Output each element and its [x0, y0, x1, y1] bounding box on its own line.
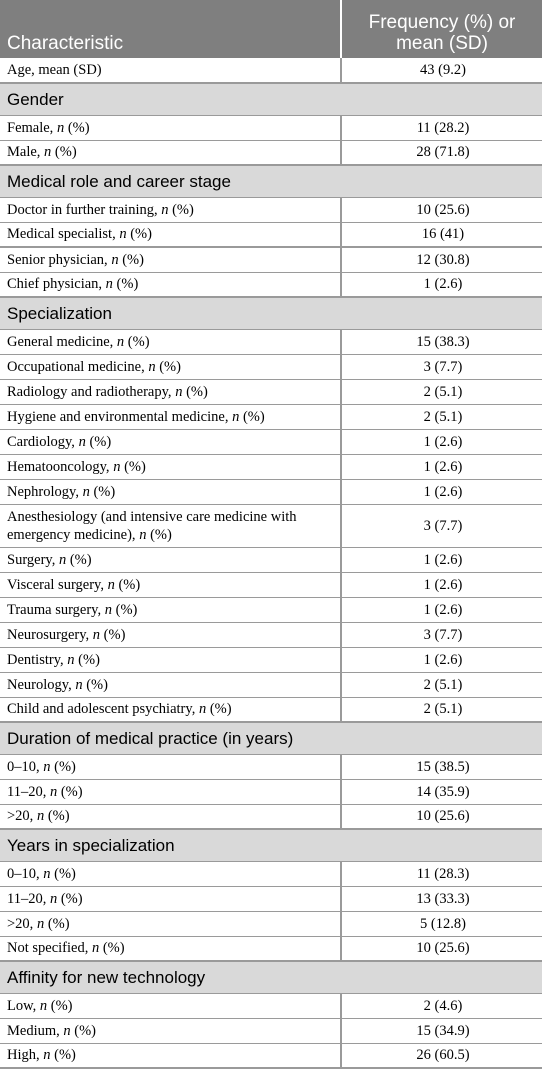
row-label-n: n: [232, 408, 240, 425]
row-label-n: n: [105, 276, 113, 293]
row-label-n: n: [104, 601, 112, 618]
table-row: [0, 572, 542, 597]
row-label-text: Hematooncology,: [7, 458, 114, 475]
row-label-n: n: [49, 783, 58, 800]
row-label-text: 11–20,: [7, 783, 50, 800]
header-frequency-line1: Frequency (%) or: [368, 12, 516, 33]
row-label-n: n: [75, 676, 83, 693]
table-row: [0, 622, 542, 647]
row-label-text: High,: [7, 1047, 44, 1064]
row-label-n: n: [107, 576, 115, 593]
row-label-suffix: (%): [100, 626, 126, 643]
row-value: 1 (2.6): [341, 272, 542, 297]
row-label-text: Male,: [7, 144, 45, 161]
row-label-suffix: (%): [50, 865, 76, 882]
row-value: 11 (28.3): [341, 861, 542, 886]
row-label-suffix: (%): [124, 333, 150, 350]
row-value: 2 (5.1): [341, 697, 542, 722]
row-label-n: n: [148, 358, 156, 375]
row-value: 3 (7.7): [341, 622, 542, 647]
table-row: [0, 597, 542, 622]
row-label-text: Neurology,: [7, 676, 76, 693]
row-label-suffix: (%): [126, 226, 152, 243]
row-label: [0, 936, 341, 961]
row-label: [0, 479, 341, 504]
row-label-n: n: [113, 458, 121, 475]
table-row: [0, 647, 542, 672]
row-label: [0, 115, 341, 140]
row-value: 1 (2.6): [341, 454, 542, 479]
header-frequency: [341, 0, 542, 58]
row-label: [0, 779, 341, 804]
table-row: [0, 886, 542, 911]
table-row: [0, 754, 542, 779]
row-label-suffix: (%): [57, 783, 83, 800]
table-row: [0, 404, 542, 429]
row-value: 2 (5.1): [341, 672, 542, 697]
row-label-text: Dentistry,: [7, 651, 68, 668]
table-row: [0, 672, 542, 697]
section-title: Duration of medical practice (in years): [0, 722, 542, 754]
row-label-n: n: [49, 890, 58, 907]
table-row-age: [0, 58, 542, 83]
row-label-n: n: [91, 940, 100, 957]
row-value: 16 (41): [341, 222, 542, 247]
row-label-n: n: [58, 551, 67, 568]
row-value: 3 (7.7): [341, 354, 542, 379]
row-label-n: n: [116, 333, 125, 350]
row-label-suffix: (%): [112, 276, 139, 293]
table-row: [0, 697, 542, 722]
row-label-suffix: (%): [74, 651, 100, 668]
row-value: 43 (9.2): [341, 58, 542, 83]
row-label-n: n: [44, 144, 52, 161]
row-label-text: Female,: [7, 119, 57, 136]
row-value: 15 (38.3): [341, 329, 542, 354]
row-value: 28 (71.8): [341, 140, 542, 165]
row-label-text: Visceral surgery,: [7, 576, 108, 593]
row-label: [0, 993, 341, 1018]
row-label: [0, 672, 341, 697]
row-value: 10 (25.6): [341, 197, 542, 222]
row-label: Age, mean (SD): [0, 58, 341, 83]
table-row: [0, 115, 542, 140]
row-value: 13 (33.3): [341, 886, 542, 911]
row-label-n: n: [67, 651, 75, 668]
table-row: [0, 911, 542, 936]
row-label-n: n: [161, 201, 169, 218]
table-row: [0, 1043, 542, 1068]
section-title: Years in specialization: [0, 829, 542, 861]
row-label-text: Medical specialist,: [7, 226, 120, 243]
table-row: [0, 861, 542, 886]
table-row: [0, 222, 542, 247]
row-label-suffix: (%): [168, 201, 194, 218]
row-label: [0, 754, 341, 779]
row-label-n: n: [82, 483, 90, 500]
row-label: [0, 140, 341, 165]
table-row: [0, 804, 542, 829]
row-label: [0, 572, 341, 597]
row-value: 15 (34.9): [341, 1018, 542, 1043]
row-label-suffix: (%): [239, 408, 265, 425]
row-label-suffix: (%): [47, 997, 73, 1014]
row-value: 2 (4.6): [341, 993, 542, 1018]
row-label-n: n: [198, 701, 207, 718]
row-label-n: n: [78, 433, 86, 450]
row-label-text: Hygiene and environmental medicine,: [7, 408, 233, 425]
table-row: [0, 547, 542, 572]
row-value: 5 (12.8): [341, 911, 542, 936]
row-value: 1 (2.6): [341, 572, 542, 597]
row-label: [0, 354, 341, 379]
row-label-suffix: (%): [155, 358, 181, 375]
row-value: 14 (35.9): [341, 779, 542, 804]
row-value: 12 (30.8): [341, 247, 542, 272]
row-label-text: Senior physician,: [7, 251, 112, 268]
row-label-n: n: [175, 383, 183, 400]
row-label: [0, 404, 341, 429]
row-value: 1 (2.6): [341, 547, 542, 572]
row-label-suffix: (%): [82, 676, 108, 693]
row-label: [0, 379, 341, 404]
table-row: [0, 140, 542, 165]
row-label-suffix: (%): [114, 576, 141, 593]
row-label-text: >20,: [7, 915, 37, 932]
header-characteristic: Characteristic: [0, 0, 341, 58]
row-label: [0, 647, 341, 672]
row-label-suffix: (%): [120, 458, 146, 475]
table-row: [0, 779, 542, 804]
row-label: [0, 504, 341, 547]
row-label-text: General medicine,: [7, 333, 117, 350]
section-title: Medical role and career stage: [0, 165, 542, 197]
row-label-n: n: [43, 758, 51, 775]
row-label-n: n: [111, 251, 119, 268]
row-value: 1 (2.6): [341, 479, 542, 504]
row-label: [0, 454, 341, 479]
row-value: 11 (28.2): [341, 115, 542, 140]
row-label: [0, 429, 341, 454]
row-label-suffix: (%): [70, 1022, 97, 1039]
row-label-suffix: (%): [118, 251, 144, 268]
table-row: [0, 329, 542, 354]
row-label-suffix: (%): [146, 526, 172, 543]
row-label-text: Medium,: [7, 1022, 64, 1039]
row-label-text: Radiology and radiotherapy,: [7, 383, 176, 400]
row-label-suffix: (%): [50, 758, 76, 775]
row-label: [0, 329, 341, 354]
section-header: [0, 165, 542, 197]
table-row: [0, 454, 542, 479]
table-row: [0, 272, 542, 297]
row-label-suffix: (%): [99, 940, 125, 957]
section-title: Affinity for new technology: [0, 961, 542, 993]
row-label-suffix: (%): [50, 1047, 76, 1064]
row-label-n: n: [139, 526, 147, 543]
row-label: [0, 1043, 341, 1068]
table-row: [0, 936, 542, 961]
table-row: [0, 993, 542, 1018]
table-row: [0, 1018, 542, 1043]
row-value: 1 (2.6): [341, 429, 542, 454]
row-label-text: 11–20,: [7, 890, 50, 907]
row-label-suffix: (%): [182, 383, 208, 400]
section-header: [0, 829, 542, 861]
row-label: [0, 222, 341, 247]
row-value: 3 (7.7): [341, 504, 542, 547]
header-row: [0, 0, 542, 58]
row-value: 26 (60.5): [341, 1043, 542, 1068]
row-value: 10 (25.6): [341, 804, 542, 829]
row-label-text: >20,: [7, 808, 37, 825]
table-row: [0, 354, 542, 379]
table-row: [0, 479, 542, 504]
row-value: 2 (5.1): [341, 404, 542, 429]
row-label-n: n: [63, 1022, 71, 1039]
row-label-suffix: (%): [111, 601, 138, 618]
row-label-text: Trauma surgery,: [7, 601, 105, 618]
row-label-n: n: [39, 997, 48, 1014]
header-frequency-line2: mean (SD): [396, 33, 488, 54]
row-label: [0, 886, 341, 911]
row-label-text: Cardiology,: [7, 433, 79, 450]
row-label-text: Occupational medicine,: [7, 358, 149, 375]
section-header: [0, 83, 542, 115]
row-label: [0, 197, 341, 222]
row-label-suffix: (%): [44, 915, 70, 932]
row-label-text: 0–10,: [7, 865, 44, 882]
table-row: [0, 379, 542, 404]
row-label-text: Nephrology,: [7, 483, 83, 500]
row-label-n: n: [92, 626, 101, 643]
row-label: [0, 911, 341, 936]
row-label-suffix: (%): [85, 433, 112, 450]
row-label: [0, 597, 341, 622]
row-label-suffix: (%): [64, 119, 90, 136]
table-row: [0, 247, 542, 272]
row-label-suffix: (%): [44, 808, 70, 825]
row-label: [0, 804, 341, 829]
row-label-n: n: [119, 226, 127, 243]
row-label-n: n: [56, 119, 65, 136]
row-label-suffix: (%): [66, 551, 92, 568]
row-label-text: Surgery,: [7, 551, 59, 568]
row-label-text: Neurosurgery,: [7, 626, 93, 643]
section-title: Specialization: [0, 297, 542, 329]
row-label-suffix: (%): [57, 890, 83, 907]
row-label-text: Child and adolescent psychiatry,: [7, 701, 199, 718]
section-title: Gender: [0, 83, 542, 115]
row-label-suffix: (%): [89, 483, 116, 500]
table-row: [0, 429, 542, 454]
row-label: [0, 272, 341, 297]
table-row: [0, 504, 542, 547]
row-label: [0, 247, 341, 272]
row-label-text: Not specified,: [7, 940, 92, 957]
row-label-n: n: [43, 865, 51, 882]
row-label-text: 0–10,: [7, 758, 44, 775]
section-header: [0, 722, 542, 754]
section-header: [0, 961, 542, 993]
row-label: [0, 1018, 341, 1043]
row-label: [0, 697, 341, 722]
row-value: 1 (2.6): [341, 647, 542, 672]
row-label-suffix: (%): [51, 144, 77, 161]
row-label-suffix: (%): [206, 701, 232, 718]
row-value: 2 (5.1): [341, 379, 542, 404]
row-label-n: n: [43, 1047, 51, 1064]
row-label-n: n: [36, 808, 45, 825]
row-label-text: Anesthesiology (and intensive care medicine with emergency medicine),: [7, 508, 297, 543]
row-value: 15 (38.5): [341, 754, 542, 779]
row-label: [0, 861, 341, 886]
table-row: [0, 197, 542, 222]
row-label-text: Chief physician,: [7, 276, 106, 293]
section-header: [0, 297, 542, 329]
row-value: 1 (2.6): [341, 597, 542, 622]
row-label-text: Low,: [7, 997, 40, 1014]
row-label: [0, 547, 341, 572]
row-label: [0, 622, 341, 647]
row-label-n: n: [36, 915, 45, 932]
row-label-text: Doctor in further training,: [7, 201, 162, 218]
row-value: 10 (25.6): [341, 936, 542, 961]
